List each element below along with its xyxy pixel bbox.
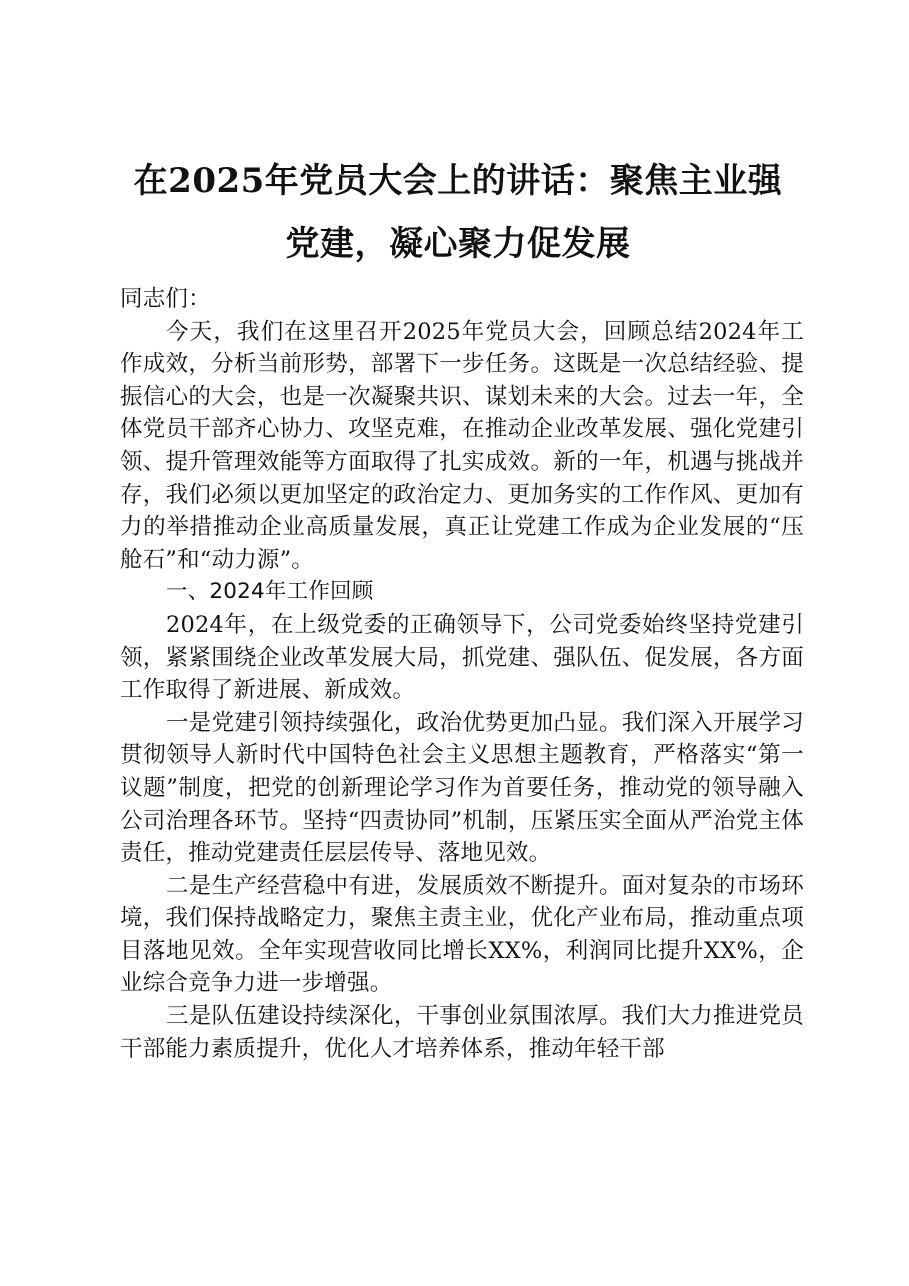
intro-paragraph: 今天，我们在这里召开2025年党员大会，回顾总结2024年工作成效，分析当前形势，部署下一步任务。这既是一次总结经验、提振信心的大会，也是一次凝聚共识、谋划未来的大会。过去一年，全体党员干部齐心协力、攻坚克难，在推动企业改革发展、强化党建引领、提升管理效能等方面取得了扎实成效。新的一年，机遇与挑战并存，我们必须以更加坚定的政治定力、更加务实的工作作风、更加有力的举措推动企业高质量发展，真正让党建工作成为企业发展的“压舱石”和“动力源”。 (120, 318, 804, 573)
section-intro-paragraph: 2024年，在上级党委的正确领导下，公司党委始终坚持党建引领，紧紧围绕企业改革发展大局，抓党建、强队伍、促发展，各方面工作取得了新进展、新成效。 (120, 611, 804, 704)
point-three-paragraph: 三是队伍建设持续深化，干事创业氛围浓厚。我们大力推进党员干部能力素质提升，优化人才培养体系，推动年轻干部 (120, 1003, 804, 1062)
salutation: 同志们： (120, 286, 211, 312)
point-two-paragraph: 二是生产经营稳中有进，发展质效不断提升。面对复杂的市场环境，我们保持战略定力，聚焦主责主业，优化产业布局，推动重点项目落地见效。全年实现营收同比增长XX%，利润同比提升XX%，企业综合竞争力进一步增强。 (120, 872, 804, 997)
section-heading: 一、2024年工作回顾 (166, 579, 374, 605)
document-body (120, 283, 804, 1065)
document-title: 在2025年党员大会上的讲话：聚焦主业强党建，凝心聚力促发展 (133, 161, 783, 264)
point-one-paragraph: 一是党建引领持续强化，政治优势更加凸显。我们深入开展学习贯彻领导人新时代中国特色社会主义思想主题教育，严格落实“第一议题”制度，把党的创新理论学习作为首要任务，推动党的领导融入公司治理各环节。坚持“四责协同”机制，压紧压实全面从严治党主体责任，推动党建责任层层传导、落地见效。 (120, 709, 804, 867)
